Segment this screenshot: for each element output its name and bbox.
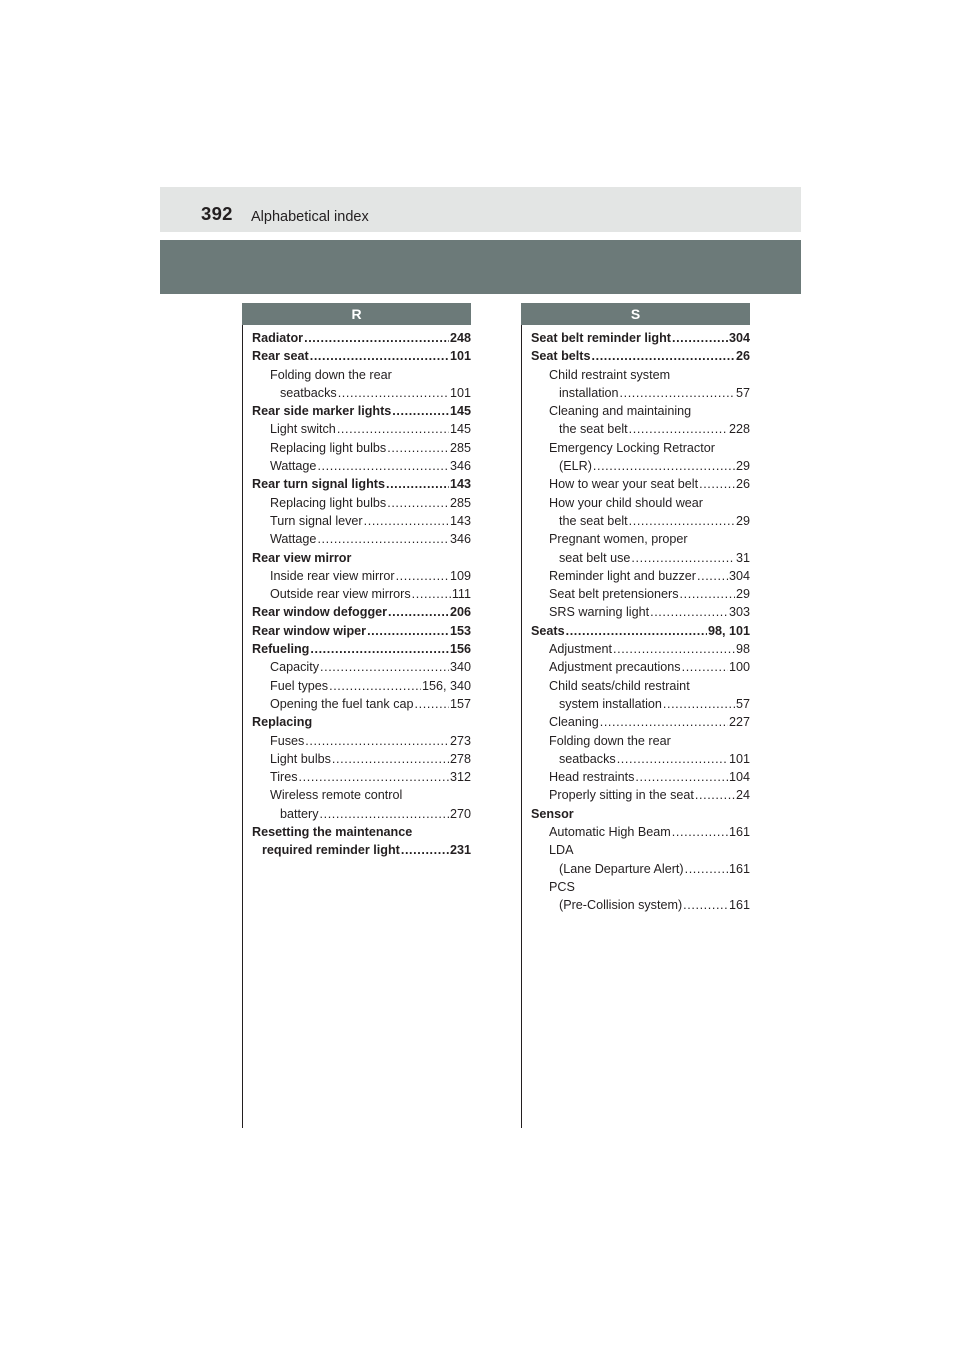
entry-text: Adjustment bbox=[549, 642, 612, 657]
entry-text: Rear seat bbox=[252, 349, 309, 364]
index-heading-entry bbox=[252, 347, 471, 365]
index-subentry bbox=[252, 494, 471, 512]
entry-text: the seat belt bbox=[559, 422, 628, 437]
page-reference: 143 bbox=[449, 513, 471, 528]
index-subentry bbox=[531, 860, 750, 878]
dot-leader bbox=[338, 384, 449, 402]
dot-leader bbox=[386, 475, 449, 493]
index-heading-entry bbox=[252, 549, 471, 567]
dot-leader bbox=[695, 786, 735, 804]
index-subentry bbox=[252, 366, 471, 384]
entry-text: required reminder light bbox=[262, 843, 400, 858]
index-subentry bbox=[531, 896, 750, 914]
dot-leader bbox=[629, 512, 735, 530]
index-heading-entry bbox=[252, 329, 471, 347]
entry-text: Child seats/child restraint bbox=[549, 678, 690, 693]
dot-leader bbox=[317, 530, 449, 548]
page-reference: 206 bbox=[449, 605, 471, 620]
dot-leader bbox=[683, 896, 728, 914]
dot-leader bbox=[672, 823, 728, 841]
entry-text: (Lane Departure Alert) bbox=[559, 861, 684, 876]
index-subentry bbox=[252, 786, 471, 804]
page-number: 392 bbox=[201, 203, 233, 224]
dot-leader bbox=[620, 384, 735, 402]
section-title: Alphabetical index bbox=[251, 209, 369, 225]
entry-text: Capacity bbox=[270, 660, 319, 675]
page-reference: 145 bbox=[449, 404, 471, 419]
entry-text: Resetting the maintenance bbox=[252, 825, 413, 840]
dot-leader bbox=[629, 420, 728, 438]
page-reference: 57 bbox=[735, 696, 750, 711]
entry-text: (ELR) bbox=[559, 459, 592, 474]
index-subentry bbox=[252, 439, 471, 457]
page-reference: 273 bbox=[449, 733, 471, 748]
page-reference: 111 bbox=[451, 587, 471, 602]
entry-text: Wireless remote control bbox=[270, 788, 403, 803]
page-reference: 101 bbox=[728, 751, 750, 766]
entry-text: Opening the fuel tank cap bbox=[270, 696, 414, 711]
page-reference: 100 bbox=[728, 660, 750, 675]
index-subentry bbox=[531, 585, 750, 603]
entry-text: Folding down the rear bbox=[549, 733, 671, 748]
page-reference: 161 bbox=[728, 825, 750, 840]
page-reference: 98 bbox=[735, 642, 750, 657]
dot-leader bbox=[412, 585, 451, 603]
entry-text: Inside rear view mirror bbox=[270, 568, 395, 583]
entry-text: Light bulbs bbox=[270, 751, 331, 766]
index-heading-entry bbox=[531, 805, 750, 823]
page-reference: 312 bbox=[449, 770, 471, 785]
index-column-r bbox=[252, 329, 471, 860]
index-subentry bbox=[531, 823, 750, 841]
index-subentry bbox=[252, 750, 471, 768]
entry-text: Adjustment precautions bbox=[549, 660, 681, 675]
index-subentry bbox=[531, 549, 750, 567]
index-column-s bbox=[531, 329, 750, 915]
entry-text: Rear window wiper bbox=[252, 623, 367, 638]
entry-text: Properly sitting in the seat bbox=[549, 788, 694, 803]
entry-text: Replacing light bulbs bbox=[270, 495, 387, 510]
dot-leader bbox=[593, 457, 735, 475]
dot-leader bbox=[329, 677, 421, 695]
dot-leader bbox=[320, 658, 449, 676]
page-reference: 278 bbox=[449, 751, 471, 766]
index-heading-entry bbox=[252, 402, 471, 420]
index-subentry bbox=[531, 786, 750, 804]
entry-text: Emergency Locking Retractor bbox=[549, 440, 715, 455]
page-reference: 231 bbox=[449, 843, 471, 858]
entry-text: PCS bbox=[549, 879, 575, 894]
index-subentry bbox=[252, 384, 471, 402]
page-reference: 57 bbox=[735, 385, 750, 400]
page-reference: 157 bbox=[449, 696, 471, 711]
entry-text: Radiator bbox=[252, 331, 304, 345]
index-subentry bbox=[252, 695, 471, 713]
index-subentry bbox=[252, 805, 471, 823]
entry-text: Turn signal lever bbox=[270, 513, 363, 528]
index-subentry bbox=[531, 603, 750, 621]
dot-leader bbox=[631, 549, 735, 567]
entry-text: Pregnant women, proper bbox=[549, 532, 688, 547]
index-subentry bbox=[531, 384, 750, 402]
page-reference: 29 bbox=[735, 513, 750, 528]
index-subentry bbox=[252, 530, 471, 548]
dot-leader bbox=[396, 567, 449, 585]
page-reference: 29 bbox=[735, 587, 750, 602]
entry-text: Folding down the rear bbox=[270, 367, 392, 382]
index-subentry bbox=[531, 878, 750, 896]
index-heading-entry bbox=[252, 841, 471, 859]
dot-leader bbox=[415, 695, 449, 713]
entry-text: Seat belt reminder light bbox=[531, 331, 671, 345]
entry-text: Seat belt pretensioners bbox=[549, 587, 679, 602]
column-rule-left bbox=[242, 325, 243, 1128]
index-subentry bbox=[531, 732, 750, 750]
index-subentry bbox=[252, 457, 471, 475]
dot-leader bbox=[305, 732, 449, 750]
index-heading-entry bbox=[252, 640, 471, 658]
page-reference: 228 bbox=[728, 422, 750, 437]
index-subentry bbox=[531, 530, 750, 548]
index-subentry bbox=[531, 750, 750, 768]
letter-heading-s: S bbox=[521, 303, 750, 325]
page-reference: 31 bbox=[735, 550, 750, 565]
dot-leader bbox=[635, 768, 728, 786]
page-reference: 285 bbox=[449, 495, 471, 510]
page-reference: 270 bbox=[449, 806, 471, 821]
dot-leader bbox=[310, 640, 449, 658]
dot-leader bbox=[388, 603, 449, 621]
page-reference: 104 bbox=[728, 770, 750, 785]
index-subentry bbox=[252, 768, 471, 786]
index-heading-entry bbox=[252, 475, 471, 493]
entry-text: Wattage bbox=[270, 459, 317, 474]
index-heading-entry bbox=[252, 622, 471, 640]
entry-text: Seat belts bbox=[531, 349, 591, 364]
dot-leader bbox=[566, 622, 707, 640]
page-reference: 153 bbox=[449, 623, 471, 638]
entry-text: Rear window defogger bbox=[252, 605, 388, 620]
entry-text: Rear view mirror bbox=[252, 550, 352, 565]
dot-leader bbox=[697, 567, 728, 585]
entry-text: Child restraint system bbox=[549, 367, 671, 382]
page-reference: 340 bbox=[449, 660, 471, 675]
dot-leader bbox=[650, 603, 728, 621]
entry-text: How your child should wear bbox=[549, 495, 703, 510]
entry-text: Replacing light bulbs bbox=[270, 440, 387, 455]
entry-text: battery bbox=[280, 806, 319, 821]
dot-leader bbox=[310, 347, 449, 365]
index-subentry bbox=[531, 695, 750, 713]
page-reference: 143 bbox=[449, 477, 471, 492]
page-reference: 303 bbox=[728, 605, 750, 620]
index-subentry bbox=[252, 567, 471, 585]
dot-leader bbox=[364, 512, 449, 530]
dot-leader bbox=[392, 402, 449, 420]
page-reference: 161 bbox=[728, 898, 750, 913]
index-subentry bbox=[531, 494, 750, 512]
entry-text: Reminder light and buzzer bbox=[549, 568, 697, 583]
index-subentry bbox=[531, 658, 750, 676]
page-reference: 109 bbox=[449, 568, 471, 583]
dot-leader bbox=[672, 329, 728, 347]
page-reference: 346 bbox=[449, 459, 471, 474]
index-subentry bbox=[531, 402, 750, 420]
entry-text: Replacing bbox=[252, 715, 313, 730]
letter-heading-r: R bbox=[242, 303, 471, 325]
entry-text: seat belt use bbox=[559, 550, 631, 565]
entry-text: Fuses bbox=[270, 733, 305, 748]
entry-text: Head restraints bbox=[549, 770, 635, 785]
page-reference: 346 bbox=[449, 532, 471, 547]
entry-text: Outside rear view mirrors bbox=[270, 587, 411, 602]
index-subentry bbox=[531, 512, 750, 530]
dot-leader bbox=[592, 347, 735, 365]
page-reference: 26 bbox=[735, 349, 750, 364]
index-subentry bbox=[252, 585, 471, 603]
entry-text: Light switch bbox=[270, 422, 336, 437]
page-reference: 24 bbox=[735, 788, 750, 803]
dot-leader bbox=[401, 841, 449, 859]
page-reference: 248 bbox=[449, 331, 471, 345]
page-reference: 156, 340 bbox=[421, 678, 471, 693]
page-reference: 285 bbox=[449, 440, 471, 455]
index-subentry bbox=[531, 677, 750, 695]
page-reference: 156 bbox=[449, 642, 471, 657]
dot-leader bbox=[613, 640, 735, 658]
index-heading-entry bbox=[531, 347, 750, 365]
dot-leader bbox=[332, 750, 449, 768]
entry-text: system installation bbox=[559, 696, 662, 711]
dot-leader bbox=[699, 475, 735, 493]
index-heading-entry bbox=[252, 603, 471, 621]
index-subentry bbox=[252, 512, 471, 530]
page-reference: 304 bbox=[728, 568, 750, 583]
dot-leader bbox=[337, 420, 449, 438]
page-reference: 98, 101 bbox=[707, 623, 750, 638]
entry-text: installation bbox=[559, 385, 619, 400]
index-subentry bbox=[252, 677, 471, 695]
index-subentry bbox=[531, 366, 750, 384]
page-reference: 101 bbox=[449, 385, 471, 400]
index-subentry bbox=[252, 658, 471, 676]
page-reference: 29 bbox=[735, 459, 750, 474]
index-subentry bbox=[531, 713, 750, 731]
dot-leader bbox=[367, 622, 449, 640]
entry-text: How to wear your seat belt bbox=[549, 477, 699, 492]
index-subentry bbox=[531, 457, 750, 475]
dot-leader bbox=[680, 585, 735, 603]
entry-text: Rear turn signal lights bbox=[252, 477, 385, 492]
page-reference: 145 bbox=[449, 422, 471, 437]
column-rule-right bbox=[521, 325, 522, 1128]
index-heading-entry bbox=[252, 823, 471, 841]
dot-leader bbox=[685, 860, 728, 878]
index-subentry bbox=[531, 768, 750, 786]
page-reference: 26 bbox=[735, 477, 750, 492]
dot-leader bbox=[600, 713, 728, 731]
entry-text: Refueling bbox=[252, 642, 310, 657]
entry-text: Wattage bbox=[270, 532, 317, 547]
index-subentry bbox=[252, 732, 471, 750]
entry-text: Fuel types bbox=[270, 678, 329, 693]
entry-text: seatbacks bbox=[280, 385, 337, 400]
entry-text: LDA bbox=[549, 843, 574, 858]
page-reference: 161 bbox=[728, 861, 750, 876]
entry-text: SRS warning light bbox=[549, 605, 650, 620]
entry-text: seatbacks bbox=[559, 751, 616, 766]
entry-text: the seat belt bbox=[559, 513, 628, 528]
entry-text: Cleaning and maintaining bbox=[549, 404, 692, 419]
page-reference: 101 bbox=[449, 349, 471, 364]
entry-text: Rear side marker lights bbox=[252, 404, 392, 419]
index-heading-entry bbox=[531, 329, 750, 347]
index-subentry bbox=[531, 420, 750, 438]
dot-leader bbox=[387, 439, 449, 457]
index-subentry bbox=[531, 567, 750, 585]
dot-leader bbox=[387, 494, 449, 512]
dot-leader bbox=[299, 768, 449, 786]
index-subentry bbox=[531, 841, 750, 859]
index-subentry bbox=[531, 640, 750, 658]
entry-text: Seats bbox=[531, 623, 565, 638]
dot-leader bbox=[304, 329, 449, 347]
index-subentry bbox=[252, 420, 471, 438]
page-reference: 304 bbox=[728, 331, 750, 345]
dot-leader bbox=[663, 695, 735, 713]
index-heading-entry bbox=[531, 622, 750, 640]
page-reference: 227 bbox=[728, 715, 750, 730]
title-band bbox=[160, 240, 801, 294]
index-subentry bbox=[531, 475, 750, 493]
entry-text: Sensor bbox=[531, 806, 574, 821]
dot-leader bbox=[617, 750, 728, 768]
index-heading-entry bbox=[252, 713, 471, 731]
dot-leader bbox=[320, 805, 449, 823]
index-subentry bbox=[531, 439, 750, 457]
entry-text: (Pre-Collision system) bbox=[559, 898, 683, 913]
entry-text: Cleaning bbox=[549, 715, 599, 730]
dot-leader bbox=[317, 457, 449, 475]
entry-text: Automatic High Beam bbox=[549, 825, 671, 840]
dot-leader bbox=[682, 658, 728, 676]
entry-text: Tires bbox=[270, 770, 298, 785]
